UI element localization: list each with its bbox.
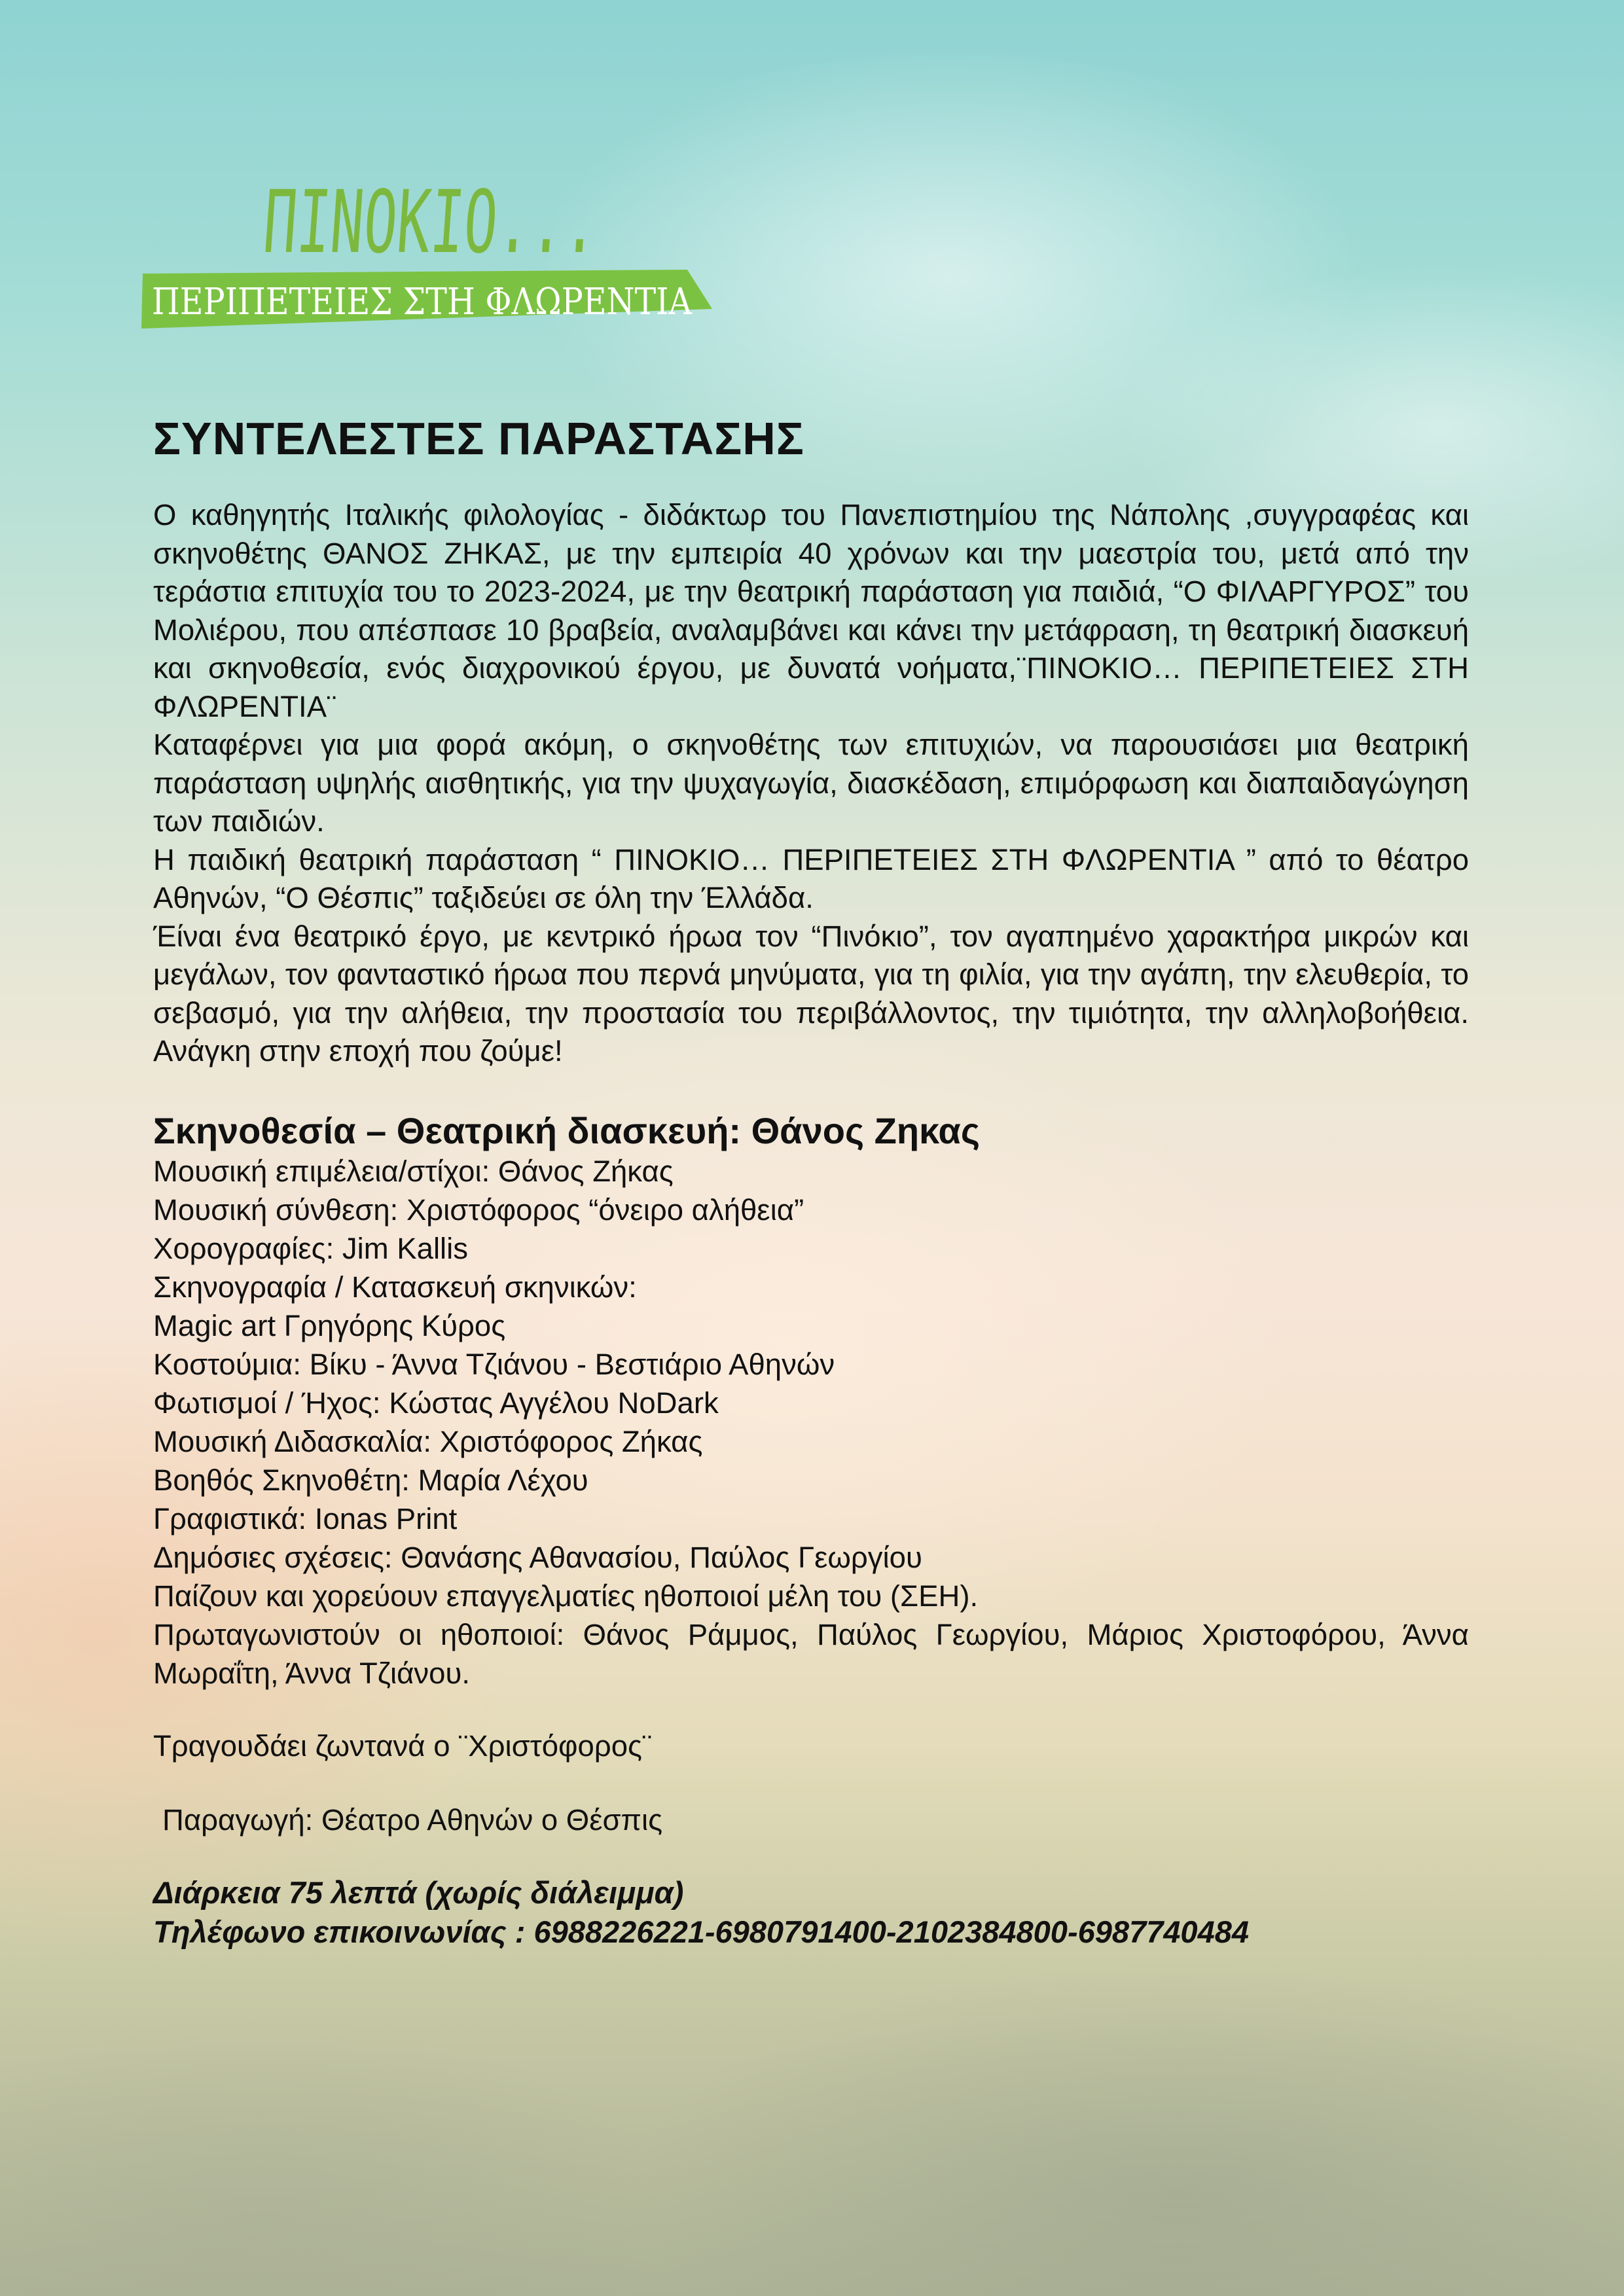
credit-line: Μουσική Διδασκαλία: Χριστόφορος Ζήκας: [153, 1424, 703, 1458]
credit-line: Βοηθός Σκηνοθέτη: Μαρία Λέχου: [153, 1463, 588, 1497]
credits-list: [153, 1110, 1469, 1693]
page-title: ΣΥΝΤΕΛΕΣΤΕΣ ΠΑΡΑΣΤΑΣΗΣ: [153, 413, 804, 464]
phone-text: Τηλέφωνο επικοινωνίας : 6988226221-6980791400-2102384800-6987740484: [153, 1914, 1249, 1949]
credit-direction: Σκηνοθεσία – Θεατρική διασκευή: Θάνος Ζηκας: [153, 1109, 980, 1151]
credit-line: Παίζουν και χορεύουν επαγγελματίες ηθοποιοί μέλη του (ΣΕΗ).: [153, 1579, 979, 1613]
credit-line: Κοστούμια: Βίκυ - Άννα Τζιάνου - Βεστιάριο Αθηνών: [153, 1347, 835, 1381]
logo-subtitle: ΠΕΡΙΠΕΤΕΙΕΣ ΣΤΗ ΦΛΩΡΕΝΤΙΑ: [152, 281, 693, 323]
credit-line: Μουσική σύνθεση: Χριστόφορος “όνειρο αλήθεια”: [153, 1193, 804, 1227]
intro-paragraph-4: Έίναι ένα θεατρικό έργο, με κεντρικό ήρωα τον “Πινόκιο”, τον αγαπημένο χαρακτήρα μικρών και μεγάλων, τον φανταστικό ήρωα που περνά μηνύματα, για τη φιλία, για την αγάπη, την ελευθερία, το σεβασμό, για την αλήθεια, την προστασία του περιβάλλοντος, την τιμιότητα, την αλληλοβοήθεια. Ανάγκη στην εποχή που ζούμε!: [153, 919, 1469, 1067]
intro-paragraph-1: Ο καθηγητής Ιταλικής φιλολογίας - διδάκτωρ του Πανεπιστημίου της Νάπολης ,συγγραφέας και σκηνοθέτης ΘΑΝΟΣ ΖΗΚΑΣ, με την εμπειρία 40 χρόνων και την μαεστρία του, μετά από την τεράστια επιτυχία του το 2023-2024, με την θεατρική παράσταση για παιδιά, “Ο ΦΙΛΑΡΓΥΡΟΣ” του Μολιέρου, που απέσπασε 10 βραβεία, αναλαμβάνει και κάνει την μετάφραση, τη θεατρική διασκευή και σκηνοθεσία, ενός διαχρονικού έργου, με δυνατά νοήματα,¨ΠΙΝΟΚΙΟ… ΠΕΡΙΠΕΤΕΙΕΣ ΣΤΗ ΦΛΩΡΕΝΤΙΑ¨: [153, 498, 1469, 723]
credit-line: Δημόσιες σχέσεις: Θανάσης Αθανασίου, Παύλος Γεωργίου: [153, 1540, 922, 1574]
show-info: [153, 1873, 1469, 1952]
credit-cast: Πρωταγωνιστούν οι ηθοποιοί: Θάνος Ράμμος, Παύλος Γεωργίου, Μάριος Χριστοφόρου, Άννα Μωραΐτη, Άννα Τζιάνου.: [153, 1617, 1469, 1690]
intro-paragraph-3: Η παιδική θεατρική παράσταση “ ΠΙΝΟΚΙΟ… ΠΕΡΙΠΕΤΕΙΕΣ ΣΤΗ ΦΛΩΡΕΝΤΙΑ ” από το θέατρο Αθηνών, “Ο Θέσπις” ταξιδεύει σε όλη την Έλλάδα.: [153, 842, 1469, 914]
credit-line: Φωτισμοί / Ήχος: Κώστας Αγγέλου NoDark: [153, 1386, 719, 1420]
credit-line: Χορογραφίες: Jim Kallis: [153, 1231, 469, 1265]
duration-text: Διάρκεια 75 λεπτά (χωρίς διάλειμμα): [153, 1874, 684, 1910]
credit-line: Γραφιστικά: Ionas Print: [153, 1501, 458, 1535]
intro-text: [153, 496, 1469, 1071]
intro-paragraph-2: Καταφέρνει για μια φορά ακόμη, ο σκηνοθέτης των επιτυχιών, να παρουσιάσει μια θεατρική παράσταση υψηλής αισθητικής, για την ψυχαγωγία, διασκέδαση, επιμόρφωση και διαπαιδαγώγηση των παιδιών.: [153, 728, 1469, 838]
credit-line: Μουσική επιμέλεια/στίχοι: Θάνος Ζήκας: [153, 1154, 674, 1188]
pinocchio-logo: [137, 157, 788, 334]
logo-title: ΠΙΝΟΚΙΟ...: [260, 172, 788, 273]
live-singing-note: Τραγουδάει ζωντανά ο ¨Χριστόφορος¨: [153, 1729, 653, 1763]
production-note: Παραγωγή: Θέατρο Αθηνών ο Θέσπις: [162, 1803, 662, 1837]
credit-line: Magic art Γρηγόρης Κύρος: [153, 1308, 506, 1342]
content: [153, 412, 1469, 1952]
credit-line: Σκηνογραφία / Κατασκευή σκηνικών:: [153, 1270, 637, 1304]
